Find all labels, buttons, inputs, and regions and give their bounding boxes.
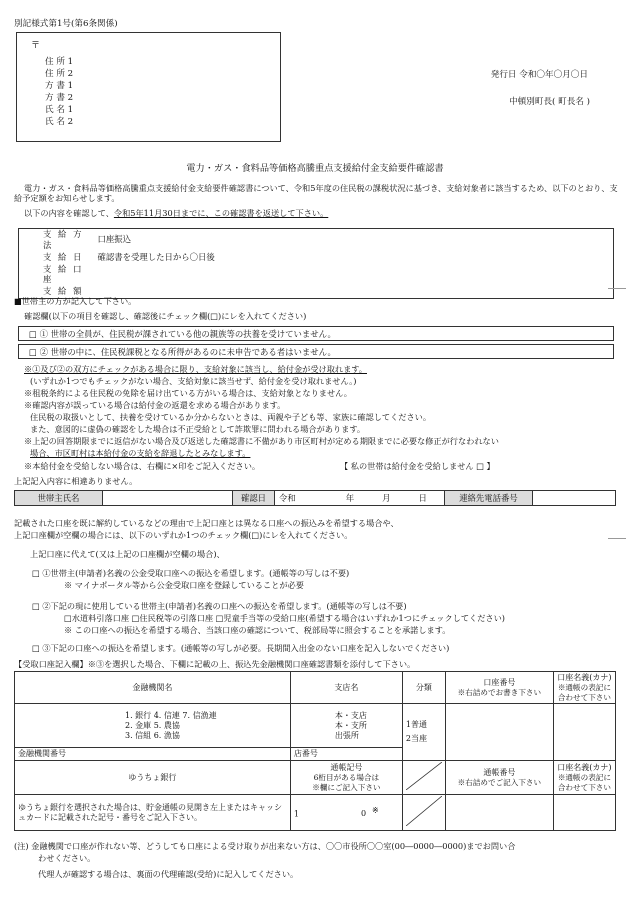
passbook-code-field[interactable]: 1 0 ※ — [290, 795, 402, 831]
alt-account-text-3: 上記口座に代えて(又は上記の口座欄が空欄の場合)、 — [30, 549, 225, 559]
option-2[interactable]: □ ②下記の現に使用している世帯主(申請者)名義の口座への振込を希望します。(通帳等の写しは不要) — [32, 601, 407, 611]
form-number: 別記様式第1号(第6条関係) — [14, 19, 118, 29]
bank-type-options[interactable]: 1. 銀行 4. 信連 7. 信漁連 2. 金庫 5. 農協 3. 信組 6. 漁協 — [15, 704, 291, 748]
section-heading: ■世帯主の方が記入して下さい。 — [14, 296, 137, 306]
decline-option[interactable]: 【 私の世帯は給付金を受給しません □ 】 — [340, 461, 495, 471]
mayor-name: 中頓別町長( 町長名 ) — [509, 97, 590, 107]
applicant-confirm-text: 上記記入内容に相違ありません。 — [14, 476, 138, 486]
payment-amount-value — [94, 285, 614, 299]
account-holder-header: 口座名義(カナ) ※通帳の表記に合わせて下さい — [553, 672, 615, 704]
confirm-date-field[interactable]: 令和 年 月 日 — [275, 491, 445, 506]
passbook-number-header: 通帳番号 ※右詰めでご記入下さい — [445, 761, 553, 795]
payment-method-value: 口座振込 — [97, 234, 131, 245]
alt-account-text-1: 記載された口座を既に解約しているなどの理由で上記口座とは異なる口座への振込みを希望する場合や、 — [14, 518, 399, 528]
note-4: ※確認内容が誤っている場合は給付金の返還を求める場合があります。 — [24, 400, 286, 410]
yucho-diagonal-2 — [402, 795, 445, 831]
payment-table — [18, 228, 614, 299]
alt-account-text-2: 上記口座欄が空欄の場合には、以下のいずれか1つのチェック欄(□)にレを入れてください。 — [14, 530, 353, 540]
address-line-6: 氏 名 2 — [45, 117, 74, 127]
option-2-accounts[interactable]: □水道料引落口座 □住民税等の引落口座 □児童手当等の受給口座(希望する場合はいずれか1つにチェックしてください) — [64, 613, 505, 623]
payment-account-value — [94, 264, 614, 285]
branch-header: 支店名 — [290, 672, 402, 704]
bank-account-table — [14, 671, 616, 831]
account-kind-options[interactable]: 1普通 2当座 — [402, 704, 445, 761]
account-number-header: 口座番号 ※右詰めでお書き下さい — [445, 672, 553, 704]
yucho-holder-field[interactable] — [553, 795, 615, 831]
payment-date-label: 支 給 日 — [43, 251, 84, 262]
payment-amount-label: 支 給 額 — [43, 285, 84, 296]
applicant-table — [14, 490, 616, 506]
address-line-4: 方 書 2 — [45, 93, 74, 103]
margin-mark — [608, 288, 626, 289]
address-line-2: 住 所 2 — [45, 69, 74, 79]
note-7: ※上記の回答期限までに返信がない場合及び返送した確認書に不備があり市区町村が定める期限までに必要な修正が行なわれない — [24, 436, 499, 446]
payment-method-label: 支 給 方 法 — [43, 229, 84, 250]
phone-field[interactable] — [533, 491, 616, 506]
footer-note-1: (注) 金融機関で口座が作れない等、どうしても口座による受け取りが出来ない方は、〇〇市役所〇〇室(00―0000―0000)までお問い合 — [14, 841, 516, 851]
bank-code-field[interactable]: 金融機関番号 — [15, 748, 291, 761]
address-box — [16, 32, 281, 142]
note-8: 場合、市区町村は本給付金の支給を辞退したとみなします。 — [30, 448, 251, 458]
confirm-date-label: 確認日 — [233, 491, 275, 506]
note-1: ※①及び②の双方にチェックがある場合に限り、支給対象に該当し、給付金が受け取れます。 — [24, 364, 367, 374]
margin-mark-2 — [608, 538, 626, 539]
phone-label: 連絡先電話番号 — [445, 491, 533, 506]
yucho-note: ゆうちょ銀行を選択された場合は、貯金通帳の見開き左上またはキャッシュカードに記載された記号・番号をご記入下さい。 — [15, 795, 291, 831]
check-item-2[interactable]: □ ② 世帯の中に、住民税課税となる所得があるのに未申告である者はいません。 — [18, 344, 614, 359]
account-holder-field[interactable] — [553, 704, 615, 761]
option-3[interactable]: □ ③下記の口座への振込を希望します。(通帳等の写しが必要。長期間入出金のない口座を記入しないでください) — [32, 643, 450, 653]
payment-account-label: 支 給 口 座 — [43, 263, 84, 284]
yucho-holder-header: 口座名義(カナ) ※通帳の表記に合わせて下さい — [553, 761, 615, 795]
branch-code-field[interactable]: 店番号 — [290, 748, 402, 761]
payment-date-value: 確認書を受理した日から〇日後 — [97, 251, 215, 262]
option-1[interactable]: □ ①世帯主(申請者)名義の公金受取口座への振込を希望します。(通帳等の写しは不要) — [32, 568, 350, 578]
branch-type-options[interactable]: 本・支店 本・支所 出張所 — [290, 704, 402, 748]
intro-paragraph: 電力・ガス・食料品等価格高騰重点支援給付金支給要件確認書について、令和5年度の住民税の課税状況に基づき、支給対象者に該当するため、以下のとおり、支給予定額をお知らせします。 — [14, 183, 618, 204]
bank-name-header: 金融機関名 — [15, 672, 291, 704]
passbook-code-header: 通帳記号 6桁目がある場合は ※欄にご記入下さい — [290, 761, 402, 795]
diagonal-line — [406, 762, 442, 790]
account-number-field[interactable] — [445, 704, 553, 761]
footer-note-2: わせください。 — [38, 853, 96, 863]
footer-note-3: 代理人が確認する場合は、裏面の代理確認(受给)に記入してください。 — [38, 869, 299, 879]
yucho-diagonal — [402, 761, 445, 795]
document-title: 電力・ガス・食料品等価格高騰重点支援給付金支給要件確認書 — [186, 163, 444, 174]
householder-name-field[interactable] — [103, 491, 233, 506]
confirm-instructions: 確認欄(以下の項目を確認し、確認後にチェック欄(□)にレを入れてください) — [24, 311, 307, 321]
return-deadline: 以下の内容を確認して、令和5年11月30日までに、この確認書を返送して下さい。 — [24, 208, 329, 218]
option-2-note: ※ この口座への振込を希望する場合、当該口座の確認について、税部局等に照会することを承諾します。 — [64, 625, 451, 635]
note-3: ※租税条約による住民税の免除を届け出ている方がいる場合は、支給対象となりません。 — [24, 388, 352, 398]
note-2: (いずれか1つでもチェックがない場合、支給対象に該当せず、給付金を受け取れません。) — [30, 376, 357, 386]
note-6: また、意図的に虚偽の確認をした場合は不正受給として詐欺罪に問われる場合があります。 — [30, 424, 366, 434]
address-line-5: 氏 名 1 — [45, 105, 74, 115]
address-line-3: 方 書 1 — [45, 81, 74, 91]
passbook-number-field[interactable] — [445, 795, 553, 831]
yucho-header: ゆうちょ銀行 — [15, 761, 291, 795]
issue-date: 発行日 令和〇年〇月〇日 — [490, 70, 588, 80]
check-item-1[interactable]: □ ① 世帯の全員が、住民税が課されている他の親族等の扶養を受けていません。 — [18, 326, 614, 341]
option-1-note: ※ マイナポータル等から公金受取口座を登録していることが必要 — [64, 580, 304, 590]
diagonal-line-2 — [406, 796, 442, 826]
address-line-1: 住 所 1 — [45, 57, 74, 67]
bank-section-heading: 【受取口座記入欄】※③を選択した場合、下欄に記載の上、振込先金融機関口座確認書類を添付して下さい。 — [14, 659, 416, 669]
postal-mark: 〒 — [31, 41, 41, 51]
note-5: 住民税の取扱いとして、扶養を受けているか分からないときは、両親や子ども等、家族に確認してください。 — [30, 412, 432, 422]
note-9: ※本給付金を受給しない場合は、右欄に×印をご記入ください。 — [24, 461, 261, 471]
type-header: 分類 — [402, 672, 445, 704]
householder-name-label: 世帯主氏名 — [15, 491, 103, 506]
